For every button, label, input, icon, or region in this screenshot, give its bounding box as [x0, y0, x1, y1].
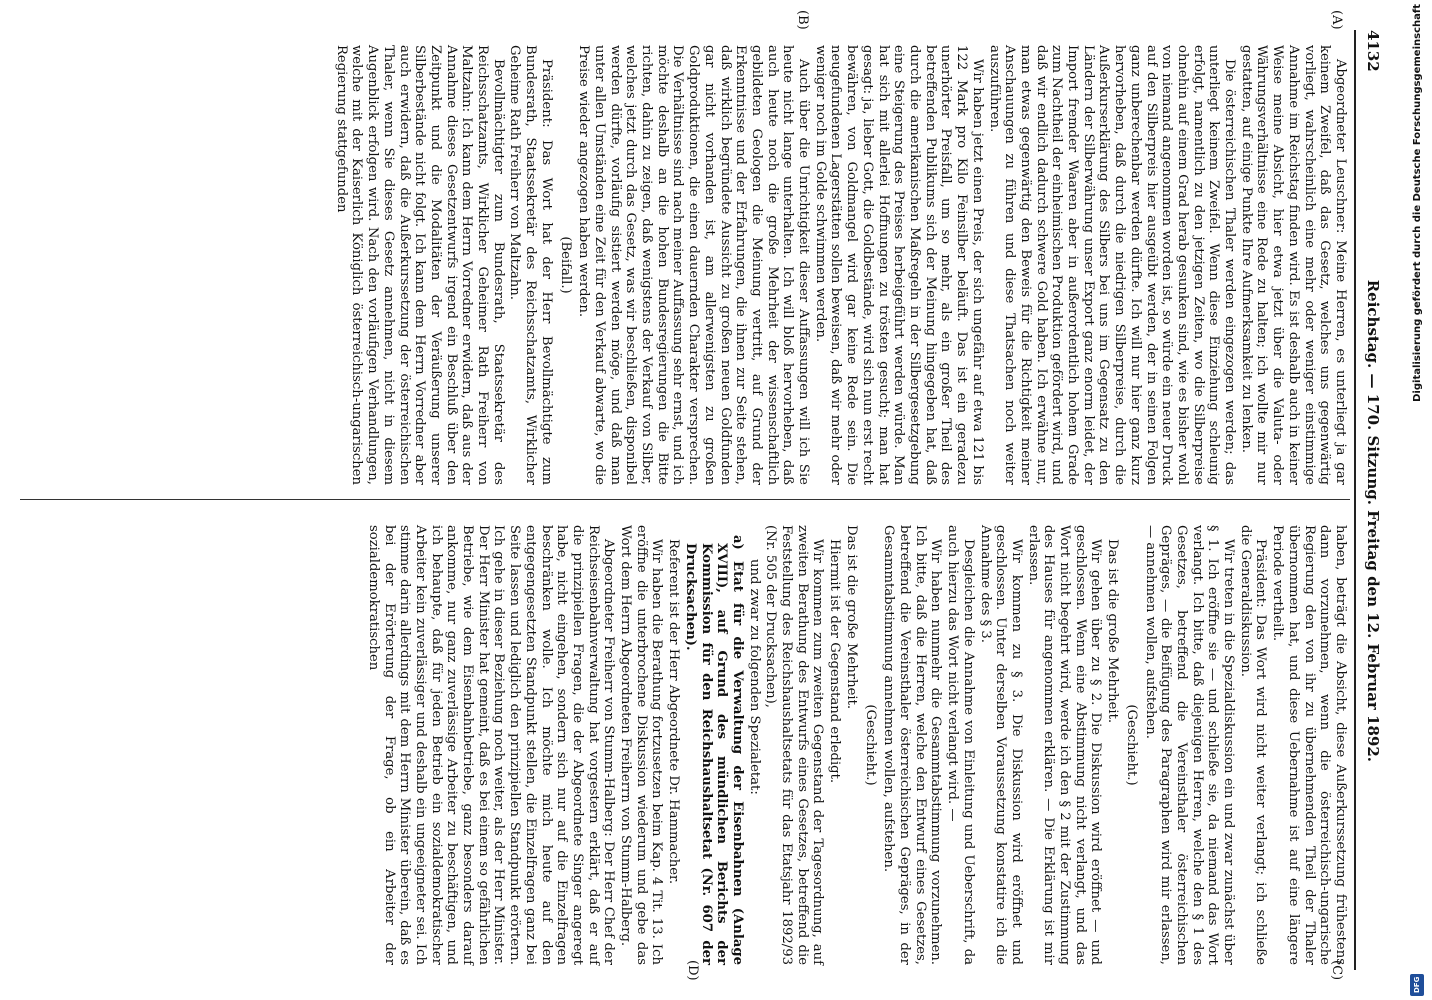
sub-intro: und zwar zu folgenden Spezialetat:: [746, 559, 762, 795]
margin-marker-d: (D): [685, 960, 700, 981]
interjection: (Beifall.): [557, 236, 573, 294]
interjection: (Geschieht.): [862, 704, 878, 786]
paragraph: Auch über die Unrichtigkeit dieser Auffassungen will ich Sie heute nicht lange unterhalten. Ich will bloß hervorheben, daß auch heute noch die große Mehrheit der wissenschaftlich gebildeten Geologen die Meinung vertritt, auf Grund der Erkenntnisse und der Erfahrungen, die ihnen zur Seite stehen, daß wirklich begründete Aussicht zu großen neuen Goldfunden gar nicht vorhanden ist, am allerwenigsten zu großen Goldproduktionen, die einen dauernden Charakter versprechen. Die Verhältnisse sind nach meiner Auffassung sehr ernst, und ich möchte deshalb an die hohen Bundesregierungen die Bitte richten, dahin zu zeigen, daß wenigstens der Verkauf von Silber, welches jetzt durch das Gesetz, was wir beschließen, disponibel werden dürfte, vorläufig sistiert werden möge, und daß man unter allen Umständen eine Zeit für den Verkauf abwarte, wo die Preise wieder angezogen haben werden.: [576, 45, 812, 485]
dfg-logo: DFG: [1410, 974, 1424, 996]
paragraph: Wir gehen über zu § 2. Die Diskussion wird eröffnet — und geschlossen. Wenn eine Abstimmung nicht verlangt, und das Wort nicht begehrt wird, werde ich den § 2 mit der Zustimmung des Hauses für angenommen erklären. — Die Erklärung ist mir erlassen.: [1025, 525, 1104, 965]
column-divider: [20, 499, 1350, 500]
paragraph: Desgleichen die Annahme von Einleitung und Ueberschrift, da auch hierzu das Wort nicht verlangt wird. —: [945, 525, 976, 965]
paragraph: Das ist die große Mehrheit.: [1105, 539, 1121, 724]
margin-marker-b: (B): [795, 10, 810, 30]
paragraph: Wir haben jetzt einen Preis, der sich ungefähr auf etwa 121 bis 122 Mark pro Kilo Feinsilber beläuft. Das ist ein geradezu unerhörter Preisfall, um so mehr, als ein großer Theil des betreffenden Publikums sich der Meinung hingegeben hat, daß durch die amerikanischen Maßregeln in der Silbergesetzgebung eine Steigerung des Preises herbeigeführt werden würde. Man hat sich mit allerlei Hoffnungen zu trösten gesucht; man hat gesagt: ja, lieber Gott, die Goldbestände, wird sich nun erst recht bewähren, von Goldmangel wird gar keine Rede sein. Die neugefundenen Lagerstätten sollen beweisen, daß wir mehr oder weniger noch im Golde schwimmen werden.: [812, 45, 985, 485]
paragraph: Wir kommen zu § 3. Die Diskussion wird eröffnet und geschlossen. Unter derselben Voraussetzung konstatire ich die Annahme des § 3.: [977, 525, 1024, 965]
paragraph: Das ist die große Mehrheit.: [843, 525, 859, 710]
digitization-credit: Digitalisierung gefördert durch die Deutsche Forschungsgemeinschaft: [1411, 4, 1423, 402]
header-title: Reichstag. — 170. Sitzung. Freitag den 12. Februar 1892.: [1364, 279, 1382, 763]
interjection: (Geschieht.): [1123, 704, 1139, 786]
paragraph: Wir haben nunmehr die Gesammtabstimmung vorzunehmen. Ich bitte, daß die Herren, welche den Entwurf eines Gesetzes, betreffend die Vereinsthaler österreichischen Gepräges, in der Gesammtabstimmung annehmen wollen, aufstehen.: [881, 525, 944, 965]
paragraph: Abgeordneter Freiherr von Stumm-Halberg: Der Herr Chef der Reichseisenbahnverwaltung hat vorgestern erklärt, daß er auf die prinzipiellen Fragen, die der Abgeordnete Singer angeregt habe, nicht eingehen, sondern sich nur auf die Einzelfragen beschränken wolle. Ich möchte mich heute auf den entgegengesetzten Standpunkt stellen, die Einzelfragen ganz bei Seite lassen und lediglich den prinzipiellen Standpunkt erörtern. Ich gehe in dieser Beziehung noch weiter, als der Herr Minister. Der Herr Minister hat gemeint, daß es bei einem so gefährlichen Betriebe, wie dem Eisenbahnbetriebe, ganz besonders darauf ankomme, nur ganz zuverlässige Arbeiter zu beschäftigen, und ich behaupte, daß für jeden Betrieb ein sozialdemokratischer Arbeiter kein zuverlässiger und deshalb ein ungeeigneter sei. Ich stimme darin allerdings mit dem Herrn Minister überein, daß es bei der Erörterung der Frage, ob ein Arbeiter der sozialdemokratischen: [365, 525, 617, 965]
paragraph: Wir treten in die Spezialdiskussion ein und zwar zunächst über § 1. Ich eröffne sie — und schließe sie, da niemand das Wort verlangt. Ich bitte, daß diejenigen Herren, welche den § 1 des Gesetzes, betreffend die Vereinsthaler österreichischen Gepräges, — die Beifügung des Paragraphen wird mir erlassen, — annehmen wollen, aufstehen.: [1142, 525, 1237, 965]
margin-marker-c: (C): [1329, 960, 1344, 981]
paragraph: haben, beträgt die Absicht, diese Außerkurssetzung frühestens dann vorzunehmen, wenn die österreichisch-ungarische Regierung den von ihr zu übernehmenden Theil der Thaler übernommen hat, und diese Uebernahme ist auf eine längere Periode vertheilt.: [1270, 525, 1348, 965]
left-column: [332, 45, 1348, 485]
paragraph: Die österreichischen Thaler werden eingezogen werden; das unterliegt keinem Zweifel. Wenn diese Einziehung schleunig erfolgt, namentlich zu den jetzigen Zeiten, wo die Silberpreise ohnehin auf einem Grad herab gesunken sind, wie es bisher wohl von niemand angenommen worden ist, so würde ein neuer Druck auf den Silberpreis hier ausgeübt werden, der in seinen Folgen ganz unberechenbar werden dürfte. Ich will nur hier ganz kurz hervorheben, daß durch die niedrigen Silberpreise, durch die Außerkurserklärung des Silbers bei uns im Gegensatz zu den Ländern der Silberwährung unser Export ganz enorm leidet, der Import fremder Waaren aber in außerordentlich hohem Grade zum Nachtheil der einheimischen Produktion gefördert wird, und daß wir endlich dadurch schwere Gold haben. Ich erwähne nur, man etwas gegenwärtig den Beweis für die Richtigkeit meiner Anschauungen zu führen und diese Thatsachen noch weiter auszuführen.: [986, 45, 1238, 485]
digitization-footer: [1405, 4, 1429, 996]
right-column: [364, 525, 1348, 965]
page-number: 4132: [1364, 30, 1382, 72]
paragraph: Abgeordneter Leuschner: Meine Herren, es unterliegt ja gar keinem Zweifel, daß das Gesetz, welches uns gegenwärtig vorliegt, wahrscheinlich eine mehr oder weniger einstimmige Annahme im Reichstag finden wird. Es ist deshalb auch in keiner Weise meine Absicht, hier etwa jetzt über die Valuta- oder Währungsverhältnisse eine Rede zu halten; ich wollte mir nur gestatten, auf einige Punkte Ihre Aufmerksamkeit zu lenken.: [1238, 45, 1348, 485]
paragraph: Referent ist der Herr Abgeordnete Dr. Hammacher.: [666, 539, 682, 885]
page-header: [1360, 30, 1386, 970]
header-rule: [1354, 30, 1356, 970]
paragraph: Bevollmächtigter zum Bundesrath, Staatssekretär des Reichsschatzamts, Wirklicher Geheimer Rath Freiherr von Maltzahn: Ich kann dem Herrn Vorredner erwidern, daß aus der Annahme dieses Gesetzentwurfs irgend ein Beschluß über den Zeitpunkt und die Modalitäten der Veräußerung unserer Silberbestände nicht folgt. Ich kann dem Herrn Vorredner aber auch erwidern, daß die Außerkurssetzung der österreichischen Thaler, wenn Sie dieses Gesetz annehmen, nicht in diesem Augenblick erfolgen wird. Nach den vorläufigen Verhandlungen, welche mit der Kaiserlich Königlich österreichisch-ungarischen Regierung stattgefunden: [333, 45, 506, 485]
paragraph: Hiermit ist der Gegenstand erledigt.: [827, 539, 843, 784]
margin-marker-a: (A): [1329, 10, 1344, 30]
paragraph: Präsident: Das Wort hat der Herr Bevollmächtigte zum Bundesrath, Staatssekretär des Reichsschatzamts, Wirklicher Geheime Rath Freiherr von Maltzahn.: [507, 45, 554, 485]
agenda-item-a: a) Etat für die Verwaltung der Eisenbahnen (Anlage XVIII), auf Grund des mündlichen Berichts der Kommission für den Reichshaushaltsetat (Nr. 607 der Drucksachen).: [682, 535, 745, 965]
paragraph: Präsident: Das Wort wird nicht weiter verlangt; ich schließe die Generaldiskussion.: [1237, 525, 1269, 965]
paragraph: Wir haben die Berathung fortzusetzen beim Kap. 4 Tit. 13. Ich eröffne die unterbrochene Diskussion wiederum und gebe das Wort dem Herrn Abgeordneten Freiherrn von Stumm-Halberg.: [618, 525, 665, 965]
paragraph: Wir kommen zum zweiten Gegenstand der Tagesordnung, auf zweiten Berathung des Entwurfs eines Gesetzes, betreffend die Feststellung des Reichshaushaltsetats für das Etatsjahr 1892/93 (Nr. 505 der Drucksachen),: [763, 525, 826, 965]
